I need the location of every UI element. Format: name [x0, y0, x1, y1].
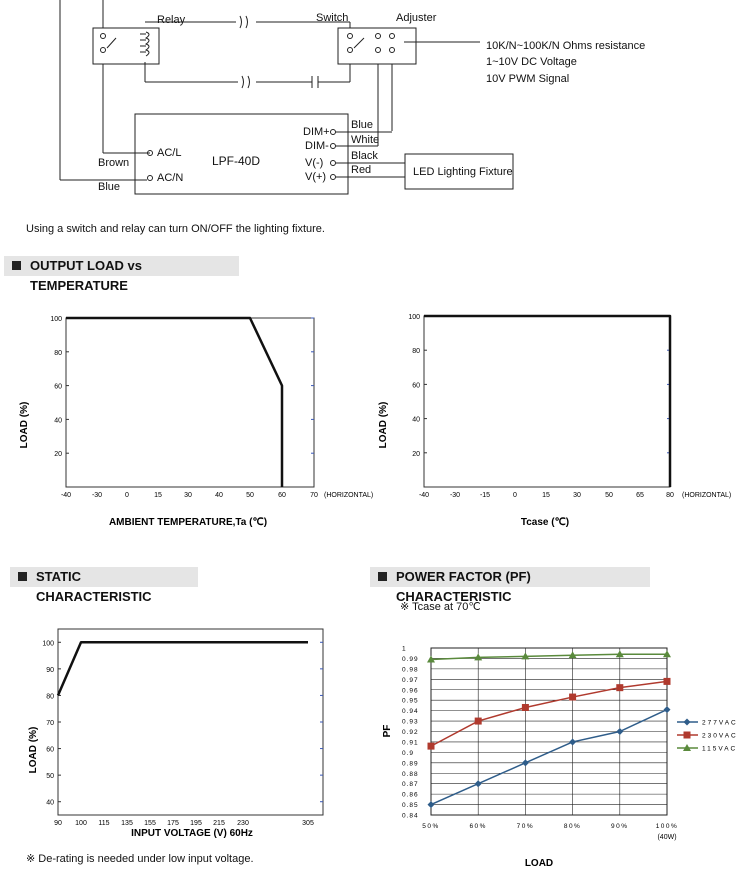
x-tick-label: 30 — [573, 492, 581, 499]
x-tick-label: 90% — [611, 823, 629, 830]
x-tick-label: 60 — [278, 492, 286, 499]
y-tick-label: 0.92 — [402, 729, 419, 736]
x-tick-label: 65 — [636, 492, 644, 499]
x-tick-label: 135 — [121, 820, 133, 827]
x-extra-label: (40W) — [657, 834, 677, 841]
x-tick-label: -40 — [60, 492, 72, 499]
section-power-factor-label: POWER FACTOR (PF) CHARACTERISTIC — [396, 569, 531, 604]
x-axis-title: LOAD — [524, 858, 554, 869]
y-tick-label: 0.98 — [402, 666, 419, 674]
wire-brown: Brown — [98, 157, 130, 169]
y-tick-label: 0.95 — [402, 697, 419, 705]
legend-label: 115VAC — [702, 745, 738, 753]
x-tick-label: -30 — [449, 492, 461, 499]
y-tick-label: 90 — [46, 666, 54, 674]
y-tick-label: 0.87 — [402, 781, 419, 789]
relay-label: Relay — [157, 14, 186, 26]
y-tick-label: 60 — [54, 383, 62, 391]
driver-label: LPF-40D — [212, 154, 261, 168]
adjuster-label: Adjuster — [396, 12, 437, 24]
y-tick-label: 80 — [46, 693, 54, 701]
y-tick-label: 100 — [408, 314, 420, 321]
marker-square — [684, 732, 691, 739]
x-tick-label: 15 — [542, 492, 550, 499]
y-tick-label: 40 — [46, 799, 54, 807]
marker-diamond — [684, 719, 691, 726]
y-tick-label: 0.89 — [402, 760, 419, 768]
x-tick-label: 40 — [215, 492, 223, 499]
x-extra-label: (HORIZONTAL) — [324, 492, 374, 499]
y-tick-label: 70 — [46, 720, 54, 727]
marker-square — [522, 704, 529, 711]
y-tick-label: 50 — [46, 773, 54, 781]
x-tick-label: 195 — [190, 820, 202, 827]
x-tick-label: 80% — [563, 823, 582, 830]
y-axis-title: LOAD (%) — [28, 726, 39, 774]
marker-square — [428, 743, 435, 750]
x-tick-label: 0 — [513, 492, 517, 499]
y-tick-label: 60 — [412, 382, 420, 390]
fixture-label: LED Lighting Fixture — [413, 166, 513, 178]
x-tick-label: -40 — [418, 492, 430, 499]
pin-acn: AC/N — [157, 172, 184, 184]
marker-diamond — [522, 759, 529, 766]
y-tick-label: 0.99 — [402, 655, 419, 663]
x-tick-label: 30 — [184, 492, 192, 499]
x-extra-label: (HORIZONTAL) — [682, 492, 732, 499]
x-tick-label: -15 — [479, 492, 491, 499]
y-tick-label: 20 — [412, 450, 420, 458]
adjuster-note-2: 1~10V DC Voltage — [486, 56, 577, 68]
marker-square — [616, 684, 623, 691]
y-axis-title: PF — [382, 724, 393, 738]
y-tick-label: 80 — [412, 348, 420, 356]
y-tick-label: 60 — [46, 746, 54, 754]
pin-acl: AC/L — [157, 147, 182, 159]
x-tick-label: 80 — [666, 492, 674, 499]
x-axis-title: AMBIENT TEMPERATURE,Ta (℃) — [108, 517, 268, 528]
marker-square — [475, 718, 482, 725]
y-tick-label: 40 — [412, 416, 420, 424]
x-tick-label: 175 — [167, 820, 179, 827]
x-tick-label: -30 — [91, 492, 103, 499]
y-axis-title: LOAD (%) — [19, 401, 30, 449]
x-tick-label: 90 — [54, 820, 62, 827]
x-tick-label: 305 — [302, 820, 314, 827]
x-tick-label: 50 — [605, 492, 613, 499]
y-tick-label: 0.94 — [402, 708, 419, 716]
y-tick-label: 100 — [42, 640, 54, 648]
y-tick-label: 40 — [54, 417, 62, 425]
marker-square — [569, 694, 576, 701]
section-output-load-label: OUTPUT LOAD vs TEMPERATURE — [30, 258, 142, 293]
x-tick-label: 0 — [125, 492, 129, 499]
adjuster-note-3: 10V PWM Signal — [486, 73, 570, 85]
y-tick-label: 20 — [54, 451, 62, 459]
pin-v-plus: V(+) — [305, 171, 327, 183]
marker-square — [664, 678, 671, 685]
x-tick-label: 70% — [516, 823, 535, 830]
y-tick-label: 0.9 — [402, 749, 415, 757]
adjuster-note-1: 10K/N~100K/N Ohms resistance — [486, 40, 646, 52]
pin-dim-plus: DIM+ — [303, 126, 330, 138]
x-tick-label: 215 — [213, 820, 225, 827]
wire-blue-left: Blue — [98, 181, 121, 193]
wire-black: Black — [351, 150, 378, 162]
x-tick-label: 230 — [237, 820, 249, 827]
y-tick-label: 0.84 — [402, 812, 419, 820]
wire-blue-right: Blue — [351, 119, 374, 131]
switch-label: Switch — [316, 12, 349, 24]
y-tick-label: 100 — [50, 316, 62, 323]
wire-white: White — [351, 134, 380, 146]
y-tick-label: 0.93 — [402, 718, 419, 726]
series-line-230vac — [431, 681, 667, 746]
tcase-note: ※ Tcase at 70℃ — [400, 601, 481, 613]
y-axis-title: LOAD (%) — [378, 401, 389, 449]
wiring-caption: Using a switch and relay can turn ON/OFF the lighting fixture. — [26, 223, 325, 235]
pin-v-minus: V(-) — [305, 157, 324, 169]
wire-red: Red — [351, 164, 372, 176]
x-tick-label: 60% — [469, 823, 487, 830]
x-tick-label: 100% — [655, 823, 679, 830]
x-tick-label: 50 — [246, 492, 254, 499]
y-tick-label: 0.96 — [402, 687, 419, 695]
y-tick-label: 0.97 — [402, 676, 419, 684]
y-tick-label: 80 — [54, 349, 62, 357]
y-tick-label: 0.86 — [402, 791, 419, 799]
y-tick-label: 0.85 — [402, 802, 419, 810]
pin-dim-minus: DIM- — [305, 140, 329, 152]
x-tick-label: 70 — [310, 492, 318, 499]
y-tick-label: 1 — [402, 645, 407, 653]
x-tick-label: 115 — [98, 820, 110, 827]
series-line-277vac — [431, 710, 667, 805]
legend-label: 277VAC — [702, 719, 738, 727]
legend-label: 230VAC — [702, 732, 738, 740]
marker-diamond — [616, 728, 623, 735]
section-static-label: STATIC CHARACTERISTIC — [36, 569, 152, 604]
x-tick-label: 155 — [144, 820, 156, 827]
marker-diamond — [569, 738, 576, 745]
x-axis-title: Tcase (℃) — [520, 517, 570, 528]
marker-diamond — [475, 780, 482, 787]
x-tick-label: 15 — [154, 492, 162, 499]
x-tick-label: 100 — [75, 820, 87, 827]
marker-diamond — [428, 801, 435, 808]
derating-note: ※ De-rating is needed under low input voltage. — [26, 853, 254, 865]
x-tick-label: 50% — [422, 823, 440, 830]
x-axis-title: INPUT VOLTAGE (V) 60Hz — [131, 828, 253, 839]
y-tick-label: 0.91 — [402, 739, 419, 747]
y-tick-label: 0.88 — [402, 770, 419, 778]
marker-diamond — [664, 706, 671, 713]
